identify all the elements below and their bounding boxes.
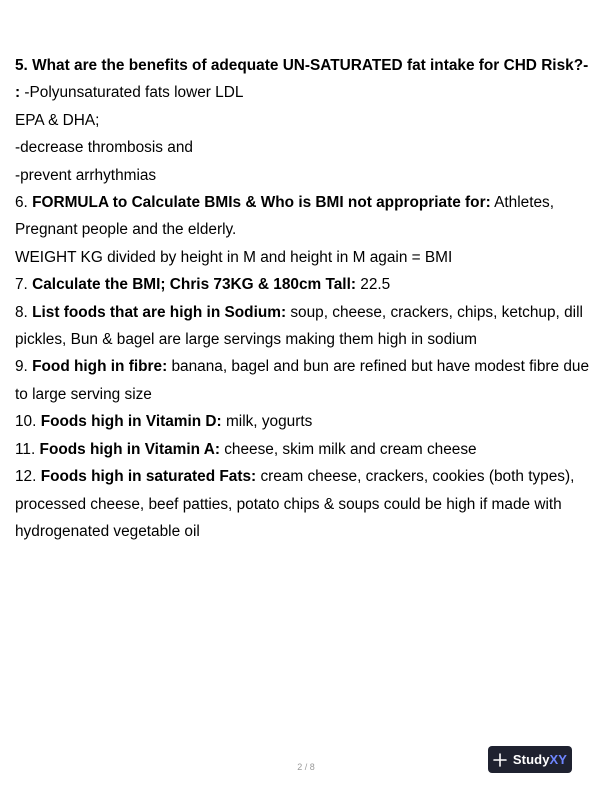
question-number: 7. bbox=[15, 276, 28, 294]
answer-line: -prevent arrhythmias bbox=[15, 166, 157, 184]
question-number: 11. bbox=[15, 440, 36, 458]
question-text: Foods high in saturated Fats: bbox=[40, 468, 257, 486]
question-text: Food high in fibre: bbox=[32, 358, 168, 376]
logo-text-main: Study bbox=[512, 752, 550, 767]
question-text: What are the benefits of adequate UN-SATURATED fat intake for CHD Risk?- bbox=[32, 57, 589, 74]
answer-text: Athletes, Pregnant people and the elderly. bbox=[15, 194, 555, 239]
question-5 bbox=[15, 52, 600, 107]
document-body bbox=[15, 52, 600, 545]
answer-line: EPA & DHA; bbox=[15, 111, 100, 129]
logo-text-accent: XY bbox=[549, 752, 568, 767]
studyxy-logo[interactable] bbox=[488, 746, 572, 773]
question-number: 6. bbox=[15, 194, 28, 212]
page-indicator: 2 / 8 bbox=[297, 762, 315, 772]
answer-line: WEIGHT KG divided by height in M and height in M again = BMI bbox=[15, 248, 453, 266]
question-text: List foods that are high in Sodium: bbox=[32, 303, 287, 321]
question-6 bbox=[15, 189, 600, 244]
question-number: 5. bbox=[15, 57, 28, 74]
answer-text: cheese, skim milk and cream cheese bbox=[224, 440, 477, 458]
plus-icon bbox=[493, 753, 507, 767]
question-text-continued: : bbox=[15, 84, 21, 102]
question-7 bbox=[15, 271, 600, 298]
answer-text: milk, yogurts bbox=[225, 413, 313, 431]
question-12 bbox=[15, 463, 600, 545]
question-text: Calculate the BMI; Chris 73KG & 180cm Tall: bbox=[32, 276, 356, 294]
question-11 bbox=[15, 436, 600, 463]
question-number: 12. bbox=[15, 468, 37, 486]
answer-text: -Polyunsaturated fats lower LDL bbox=[20, 84, 244, 102]
question-number: 10. bbox=[15, 413, 37, 431]
question-number: 8. bbox=[15, 303, 28, 321]
question-text: Foods high in Vitamin A: bbox=[39, 440, 220, 458]
question-text: Foods high in Vitamin D: bbox=[40, 413, 222, 431]
answer-text: banana, bagel and bun are refined but have modest fibre due to large serving size bbox=[15, 358, 590, 403]
answer-text: soup, cheese, crackers, chips, ketchup, dill pickles, Bun & bagel are large servings making them high in sodium bbox=[15, 303, 583, 349]
answer-text: 22.5 bbox=[360, 276, 391, 294]
question-10 bbox=[15, 408, 600, 435]
logo-text bbox=[513, 752, 567, 767]
question-9 bbox=[15, 353, 600, 408]
question-8 bbox=[15, 299, 600, 354]
answer-line: -decrease thrombosis and bbox=[15, 139, 193, 157]
question-number: 9. bbox=[15, 358, 28, 376]
question-text: FORMULA to Calculate BMIs & Who is BMI not appropriate for: bbox=[32, 194, 491, 212]
answer-text: cream cheese, crackers, cookies (both types), processed cheese, beef patties, potato chips & soups could be high if made with hydrogenated vegetable oil bbox=[15, 468, 575, 540]
